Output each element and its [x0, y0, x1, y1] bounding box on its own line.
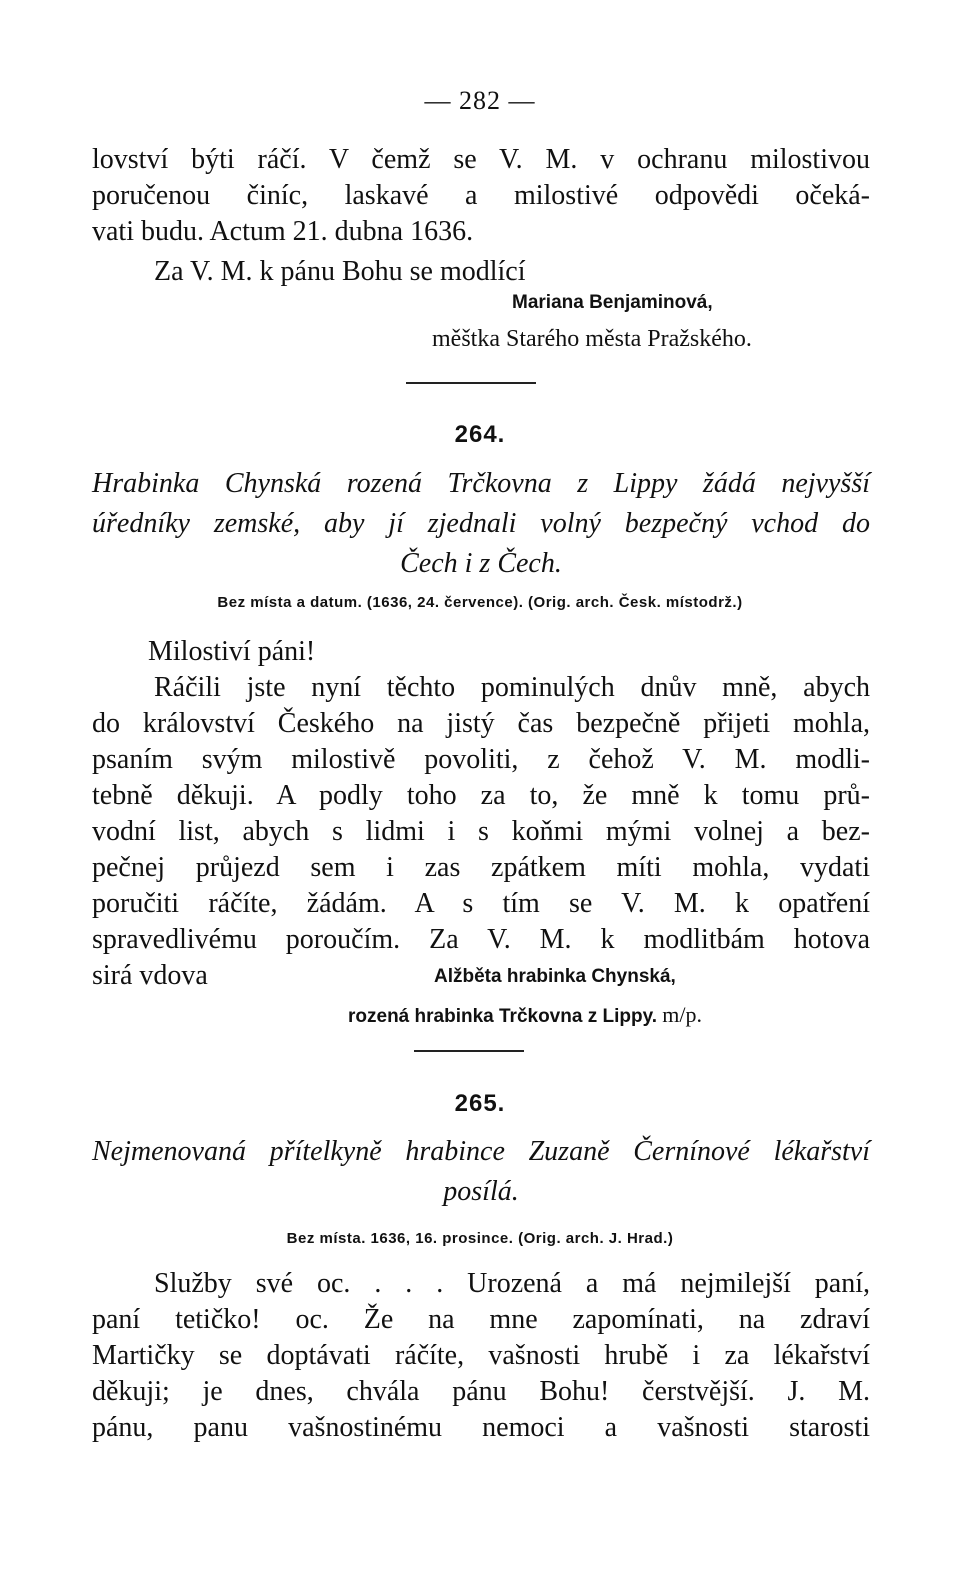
heading-line: úředníky zemské, aby jí zjednali volný bezpečný vchod do: [92, 508, 870, 539]
heading-line: Nejmenovaná přítelkyně hrabince Zuzaně Černínové lékařství: [92, 1136, 870, 1167]
letter-263-continuation: [92, 142, 870, 290]
document-number-264: 264.: [454, 421, 506, 448]
letter-264-body: [92, 634, 870, 994]
document-heading-265: [92, 1132, 870, 1212]
text-line: psaním svým milostivě povoliti, z čehož V. M. modli-: [92, 744, 870, 775]
closing-line: Za V. M. k pánu Bohu se modlící: [154, 256, 526, 287]
text-line: lovství býti ráčí. V čemž se V. M. v ochranu milostivou: [92, 144, 870, 175]
text-line: do království Českého na jistý čas bezpečně přijeti mohla,: [92, 708, 870, 739]
heading-line: Hrabinka Chynská rozená Trčkovna z Lippy žádá nejvyšší: [92, 468, 870, 499]
text-line: pečnej průjezd sem i zas zpátkem míti mohla, vydati: [92, 852, 870, 883]
section-divider: [406, 382, 536, 384]
text-line: tebně děkuji. A podly toho za to, že mně k tomu prů-: [92, 780, 870, 811]
text-line: Ráčili jste nyní těchto pominulých dnův mně, abych: [154, 672, 870, 703]
heading-line: posílá.: [443, 1176, 519, 1207]
text-line: vodní list, abych s lidmi i s koňmi mými volnej a bez-: [92, 816, 870, 847]
manu-propria-mark: m/p.: [662, 1002, 703, 1027]
section-divider: [414, 1050, 524, 1052]
signature-name: Mariana Benjaminová,: [512, 292, 713, 313]
text-line: pánu, panu vašnostinému nemoci a vašnosti starosti: [92, 1412, 870, 1443]
heading-line: Čech i z Čech.: [400, 548, 562, 579]
text-line: poručenou činíc, laskavé a milostivé odpovědi očeká-: [92, 180, 870, 211]
signature-place: měštka Starého města Pražského.: [432, 326, 752, 352]
text-line: poručiti ráčíte, žádám. A s tím se V. M. k opatření: [92, 888, 870, 919]
document-number-265: 265.: [454, 1090, 506, 1117]
signature-line-1: Alžběta hrabinka Chynská,: [434, 966, 676, 987]
source-note-264: Bez místa a datum. (1636, 24. července). (Orig. arch. Česk. místodrž.): [217, 594, 743, 611]
text-line: paní tetičko! oc. Že na mne zapomínati, na zdraví: [92, 1304, 870, 1335]
text-line: Služby své oc. . . . Urozená a má nejmilejší paní,: [154, 1268, 870, 1299]
signature-name: rozená hrabinka Trčkovna z Lippy.: [348, 1006, 658, 1027]
page-number: — 282 —: [424, 86, 536, 115]
text-line: děkuji; je dnes, chvála pánu Bohu! čerstvější. J. M.: [92, 1376, 870, 1407]
source-note-265: Bez místa. 1636, 16. prosince. (Orig. arch. J. Hrad.): [286, 1230, 674, 1247]
salutation: Milostiví páni!: [148, 636, 316, 667]
text-line: sirá vdova: [92, 960, 208, 991]
document-heading-264: [92, 464, 870, 584]
text-line: Martičky se doptávati ráčíte, vašnosti hrubě i za lékařství: [92, 1340, 870, 1371]
signature-line-2: [348, 1002, 702, 1028]
letter-265-body: [92, 1266, 870, 1446]
text-line: spravedlivému poroučím. Za V. M. k modlitbám hotova: [92, 924, 870, 955]
text-line: vati budu. Actum 21. dubna 1636.: [92, 216, 474, 247]
